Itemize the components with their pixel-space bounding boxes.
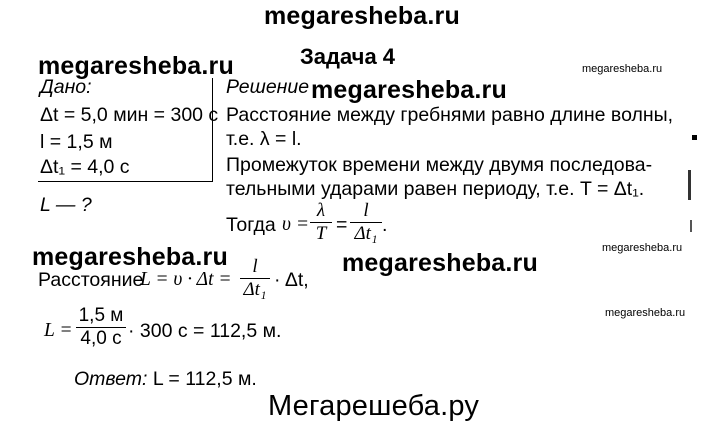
distance-expression: L = υ · Δt = <box>140 269 232 290</box>
fraction-lambda-over-t <box>310 200 332 245</box>
watermark-top: megaresheba.ru <box>264 2 460 30</box>
given-line-2: l = 1,5 м <box>40 131 113 153</box>
fraction-denominator: Δt₁ <box>354 223 378 244</box>
given-rule <box>38 181 213 182</box>
scan-artifact <box>690 220 692 232</box>
solution-heading: Решение <box>226 76 310 98</box>
calc-lhs: L = <box>44 320 73 341</box>
fraction-denominator: 4,0 с <box>80 328 122 349</box>
scan-artifact <box>688 170 691 200</box>
distance-label: Расстояние <box>38 269 144 291</box>
fraction-numerator: l <box>363 200 369 221</box>
fraction-denominator: Δt₁ <box>243 279 267 300</box>
watermark-left: megaresheba.ru <box>38 52 234 80</box>
given-find: L — ? <box>40 194 92 216</box>
task-title: Задача 4 <box>300 44 396 69</box>
fraction-values <box>76 305 126 350</box>
watermark-right-small-3: megaresheba.ru <box>605 307 686 319</box>
solution-line-3: Промежуток времени между двумя последова- <box>226 154 653 176</box>
watermark-right-small: megaresheba.ru <box>582 63 663 75</box>
solution-line-2: т.е. λ = l. <box>226 128 302 150</box>
fraction-l-over-dt1 <box>350 200 382 245</box>
answer-value: L = 112,5 м. <box>152 368 257 390</box>
fraction-l-over-dt1-2 <box>240 256 270 301</box>
given-line-1: Δt = 5,0 мин = 300 с <box>40 104 219 126</box>
fraction-numerator: λ <box>316 200 326 221</box>
then-label: Тогда <box>226 214 276 236</box>
given-heading: Дано: <box>40 76 92 98</box>
fraction-denominator: T <box>315 223 327 244</box>
answer-line <box>74 368 257 390</box>
watermark-mid: megaresheba.ru <box>342 249 538 277</box>
watermark-left-2: megaresheba.ru <box>32 243 228 271</box>
solution-line-4: тельными ударами равен периоду, т.е. T = Δt₁. <box>226 178 645 200</box>
fraction-numerator: l <box>252 256 258 277</box>
watermark-bottom: Мегарешеба.ру <box>268 390 480 422</box>
scan-artifact <box>692 135 697 140</box>
distance-tail: · Δt, <box>274 269 309 291</box>
answer-label: Ответ: <box>74 368 148 390</box>
then-period: . <box>382 214 388 236</box>
then-equals: = <box>336 214 348 236</box>
fraction-numerator: 1,5 м <box>78 305 124 326</box>
watermark-right-small-2: megaresheba.ru <box>602 242 683 254</box>
given-divider <box>212 78 213 181</box>
then-lhs: υ = <box>282 214 309 235</box>
calc-tail: · 300 с = 112,5 м. <box>128 320 282 342</box>
given-line-3: Δt₁ = 4,0 с <box>40 156 130 178</box>
watermark-solution: megaresheba.ru <box>311 76 507 104</box>
solution-line-1: Расстояние между гребнями равно длине волны, <box>226 104 674 126</box>
